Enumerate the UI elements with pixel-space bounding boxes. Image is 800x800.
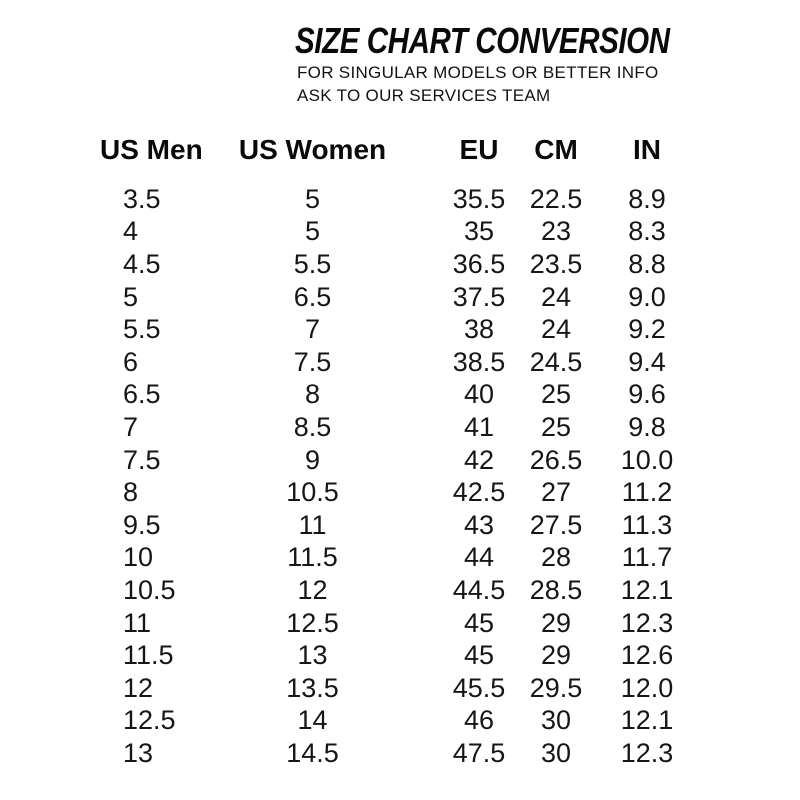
table-row — [0, 476, 800, 509]
cell-eu: 44 — [463, 542, 495, 573]
size-conversion-table — [0, 133, 800, 770]
table-row — [0, 607, 800, 640]
table-row — [0, 346, 800, 379]
cell-in: 9.0 — [628, 281, 666, 312]
cell-cm: 25 — [540, 379, 572, 410]
cell-eu: 46 — [463, 705, 495, 736]
cell-eu: 45 — [463, 640, 495, 671]
subtitle-line-2: ASK TO OUR SERVICES TEAM — [297, 86, 551, 105]
cell-in: 9.4 — [628, 346, 666, 377]
cell-us-men: 7.5 — [123, 444, 161, 475]
cell-cm: 30 — [540, 737, 572, 768]
cell-eu: 45 — [463, 607, 495, 638]
cell-cm: 24.5 — [529, 346, 583, 377]
cell-eu: 47.5 — [452, 737, 506, 768]
page-title: SIZE CHART CONVERSION — [295, 20, 670, 61]
cell-in: 11.7 — [621, 542, 673, 573]
table-header-row — [0, 133, 800, 167]
cell-us-women: 5 — [304, 216, 321, 247]
cell-in: 9.8 — [628, 411, 666, 442]
cell-cm: 29 — [540, 607, 572, 638]
subtitle-line-1: FOR SINGULAR MODELS OR BETTER INFO — [297, 63, 659, 82]
table-row — [0, 542, 800, 575]
table-row — [0, 672, 800, 705]
cell-eu: 35 — [463, 216, 495, 247]
cell-eu: 42.5 — [452, 477, 506, 508]
cell-cm: 28.5 — [529, 574, 583, 605]
cell-us-men: 13 — [123, 737, 154, 768]
table-row — [0, 281, 800, 314]
table-row — [0, 183, 800, 216]
cell-in: 8.3 — [628, 216, 666, 247]
table-row — [0, 509, 800, 542]
cell-cm: 28 — [540, 542, 572, 573]
cell-in: 12.6 — [620, 640, 674, 671]
table-row — [0, 639, 800, 672]
cell-us-men: 12.5 — [123, 705, 176, 736]
table-row — [0, 444, 800, 477]
cell-eu: 42 — [463, 444, 495, 475]
cell-us-women: 10.5 — [286, 477, 339, 508]
cell-in: 12.0 — [620, 672, 674, 703]
cell-us-women: 14.5 — [286, 737, 339, 768]
cell-in: 9.2 — [628, 314, 666, 345]
table-row — [0, 313, 800, 346]
cell-cm: 30 — [540, 705, 572, 736]
cell-eu: 44.5 — [452, 574, 506, 605]
cell-eu: 38.5 — [452, 346, 506, 377]
cell-us-women: 9 — [304, 444, 321, 475]
table-body — [0, 183, 800, 770]
cell-us-men: 9.5 — [123, 509, 161, 540]
cell-in: 8.8 — [628, 248, 666, 279]
cell-in: 10.0 — [620, 444, 674, 475]
cell-cm: 27.5 — [529, 509, 583, 540]
cell-in: 11.2 — [621, 477, 673, 508]
cell-eu: 36.5 — [452, 248, 506, 279]
cell-us-men: 3.5 — [123, 183, 161, 214]
cell-cm: 24 — [540, 314, 572, 345]
cell-us-women: 7 — [304, 314, 321, 345]
cell-us-women: 5 — [304, 183, 321, 214]
cell-eu: 41 — [463, 411, 495, 442]
cell-us-men: 11.5 — [123, 640, 174, 671]
cell-cm: 26.5 — [529, 444, 583, 475]
table-row — [0, 574, 800, 607]
cell-us-women: 12 — [297, 574, 328, 605]
cell-in: 11.3 — [621, 509, 673, 540]
cell-cm: 23 — [540, 216, 572, 247]
cell-us-women: 6.5 — [293, 281, 332, 312]
cell-us-men: 7 — [123, 411, 139, 442]
column-header-in: IN — [633, 134, 661, 165]
cell-cm: 22.5 — [529, 183, 583, 214]
cell-in: 8.9 — [628, 183, 666, 214]
cell-us-women: 13 — [297, 640, 328, 671]
cell-cm: 24 — [540, 281, 572, 312]
cell-us-men: 5.5 — [123, 314, 161, 345]
cell-us-men: 4.5 — [123, 248, 161, 279]
cell-us-men: 10.5 — [123, 574, 176, 605]
cell-us-men: 11 — [123, 607, 152, 638]
column-header-us-women: US Women — [238, 134, 387, 165]
cell-cm: 29 — [540, 640, 572, 671]
cell-us-women: 7.5 — [293, 346, 332, 377]
table-row — [0, 737, 800, 770]
table-row — [0, 411, 800, 444]
column-header-us-men: US Men — [100, 134, 203, 165]
cell-in: 12.3 — [620, 737, 674, 768]
table-row — [0, 216, 800, 249]
cell-eu: 37.5 — [452, 281, 506, 312]
cell-cm: 23.5 — [529, 248, 583, 279]
column-header-cm: CM — [534, 134, 578, 165]
cell-us-women: 8 — [304, 379, 321, 410]
cell-us-women: 13.5 — [286, 672, 339, 703]
cell-us-women: 8.5 — [293, 411, 332, 442]
cell-us-women: 5.5 — [293, 248, 332, 279]
cell-eu: 43 — [463, 509, 495, 540]
cell-cm: 29.5 — [529, 672, 583, 703]
cell-us-women: 14 — [297, 705, 328, 736]
cell-us-men: 6 — [123, 346, 139, 377]
cell-eu: 35.5 — [452, 183, 506, 214]
table-row — [0, 705, 800, 738]
cell-in: 12.1 — [620, 574, 674, 605]
cell-us-men: 5 — [123, 281, 139, 312]
cell-us-men: 4 — [123, 216, 139, 247]
cell-cm: 25 — [540, 411, 572, 442]
table-row — [0, 379, 800, 412]
page-subtitle — [297, 61, 659, 107]
cell-eu: 45.5 — [452, 672, 506, 703]
cell-cm: 27 — [540, 477, 572, 508]
cell-in: 9.6 — [628, 379, 666, 410]
cell-us-men: 10 — [123, 542, 154, 573]
cell-us-women: 11 — [298, 509, 327, 540]
table-row — [0, 248, 800, 281]
cell-us-men: 12 — [123, 672, 154, 703]
cell-in: 12.3 — [620, 607, 674, 638]
cell-us-women: 12.5 — [286, 607, 339, 638]
column-header-eu: EU — [459, 134, 499, 165]
cell-us-men: 8 — [123, 477, 139, 508]
cell-us-women: 11.5 — [287, 542, 338, 573]
cell-in: 12.1 — [620, 705, 674, 736]
cell-eu: 38 — [463, 314, 495, 345]
cell-us-men: 6.5 — [123, 379, 161, 410]
cell-eu: 40 — [463, 379, 495, 410]
